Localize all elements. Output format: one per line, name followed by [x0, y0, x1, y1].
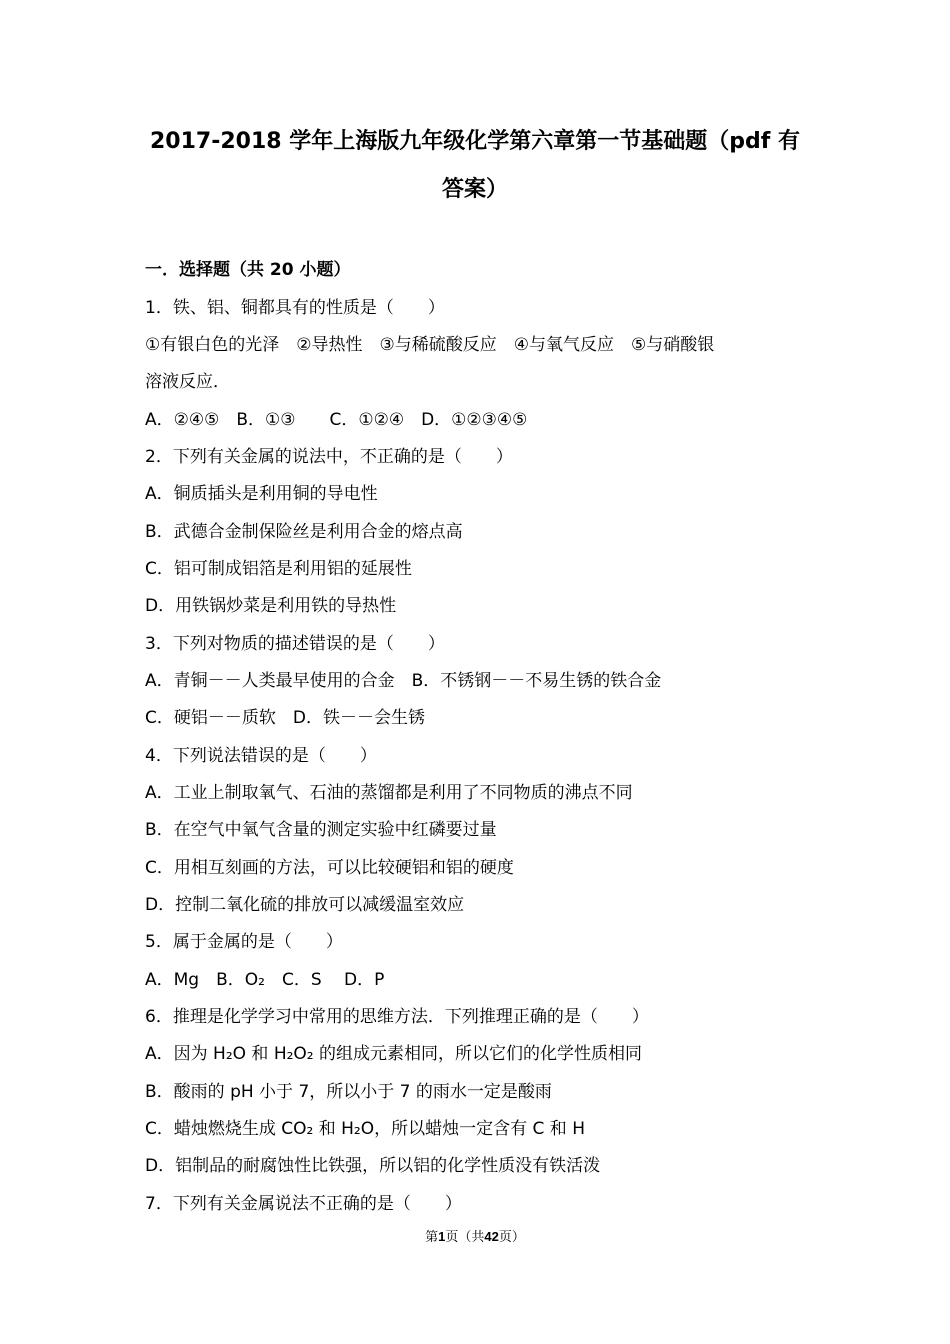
text-line: A．铜质插头是利用铜的导电性	[145, 484, 378, 504]
footer-page-number: 1	[438, 1229, 446, 1244]
text-line: A．工业上制取氧气、石油的蒸馏都是利用了不同物质的沸点不同	[145, 783, 633, 803]
footer-suffix: 页）	[498, 1230, 525, 1245]
footer-prefix: 第	[425, 1230, 439, 1245]
section-heading: 一．选择题（共 20 小题）	[145, 260, 351, 280]
text-line: C．蜡烛燃烧生成 CO₂ 和 H₂O，所以蜡烛一定含有 C 和 H	[145, 1119, 585, 1139]
text-line: C．硬铝－－质软 D．铁－－会生锈	[145, 708, 425, 728]
text-line: ①有银白色的光泽 ②导热性 ③与稀硫酸反应 ④与氧气反应 ⑤与硝酸银	[145, 335, 715, 355]
text-line: B．在空气中氧气含量的测定实验中红磷要过量	[145, 820, 497, 840]
title-line-1: 2017-2018 学年上海版九年级化学第六章第一节基础题（pdf 有	[150, 129, 800, 154]
text-line: B．酸雨的 pH 小于 7，所以小于 7 的雨水一定是酸雨	[145, 1082, 552, 1102]
text-line: B．武德合金制保险丝是利用合金的熔点高	[145, 522, 463, 542]
text-line: C．用相互刻画的方法，可以比较硬铝和铝的硬度	[145, 858, 514, 878]
text-line: 7．下列有关金属说法不正确的是（ ）	[145, 1194, 462, 1214]
text-line: 1．铁、铝、铜都具有的性质是（ ）	[145, 298, 445, 318]
text-line: D．用铁锅炒菜是利用铁的导热性	[145, 596, 397, 616]
text-line: 溶液反应．	[145, 372, 230, 392]
text-line: 2．下列有关金属的说法中，不正确的是（ ）	[145, 447, 513, 467]
footer-total-pages: 42	[484, 1229, 499, 1244]
text-line: A．②④⑤ B．①③ C．①②④ D．①②③④⑤	[145, 410, 528, 430]
footer-middle: 页（共	[445, 1230, 485, 1245]
title-line-2: 答案）	[441, 177, 508, 202]
text-line: 3．下列对物质的描述错误的是（ ）	[145, 634, 445, 654]
text-line: 6．推理是化学学习中常用的思维方法．下列推理正确的是（ ）	[145, 1007, 649, 1027]
page-footer	[0, 1226, 950, 1245]
document-title	[120, 118, 830, 214]
text-line: D．铝制品的耐腐蚀性比铁强，所以铝的化学性质没有铁活泼	[145, 1156, 601, 1176]
text-line: A．Mg B．O₂ C．S D．P	[145, 970, 385, 990]
text-line: A．青铜－－人类最早使用的合金 B．不锈钢－－不易生锈的铁合金	[145, 671, 662, 691]
text-line: C．铝可制成铝箔是利用铝的延展性	[145, 559, 412, 579]
text-line: 5．属于金属的是（ ）	[145, 932, 343, 952]
text-line: A．因为 H₂O 和 H₂O₂ 的组成元素相同，所以它们的化学性质相同	[145, 1044, 643, 1064]
text-line: D．控制二氧化硫的排放可以减缓温室效应	[145, 895, 465, 915]
text-line: 4．下列说法错误的是（ ）	[145, 746, 377, 766]
